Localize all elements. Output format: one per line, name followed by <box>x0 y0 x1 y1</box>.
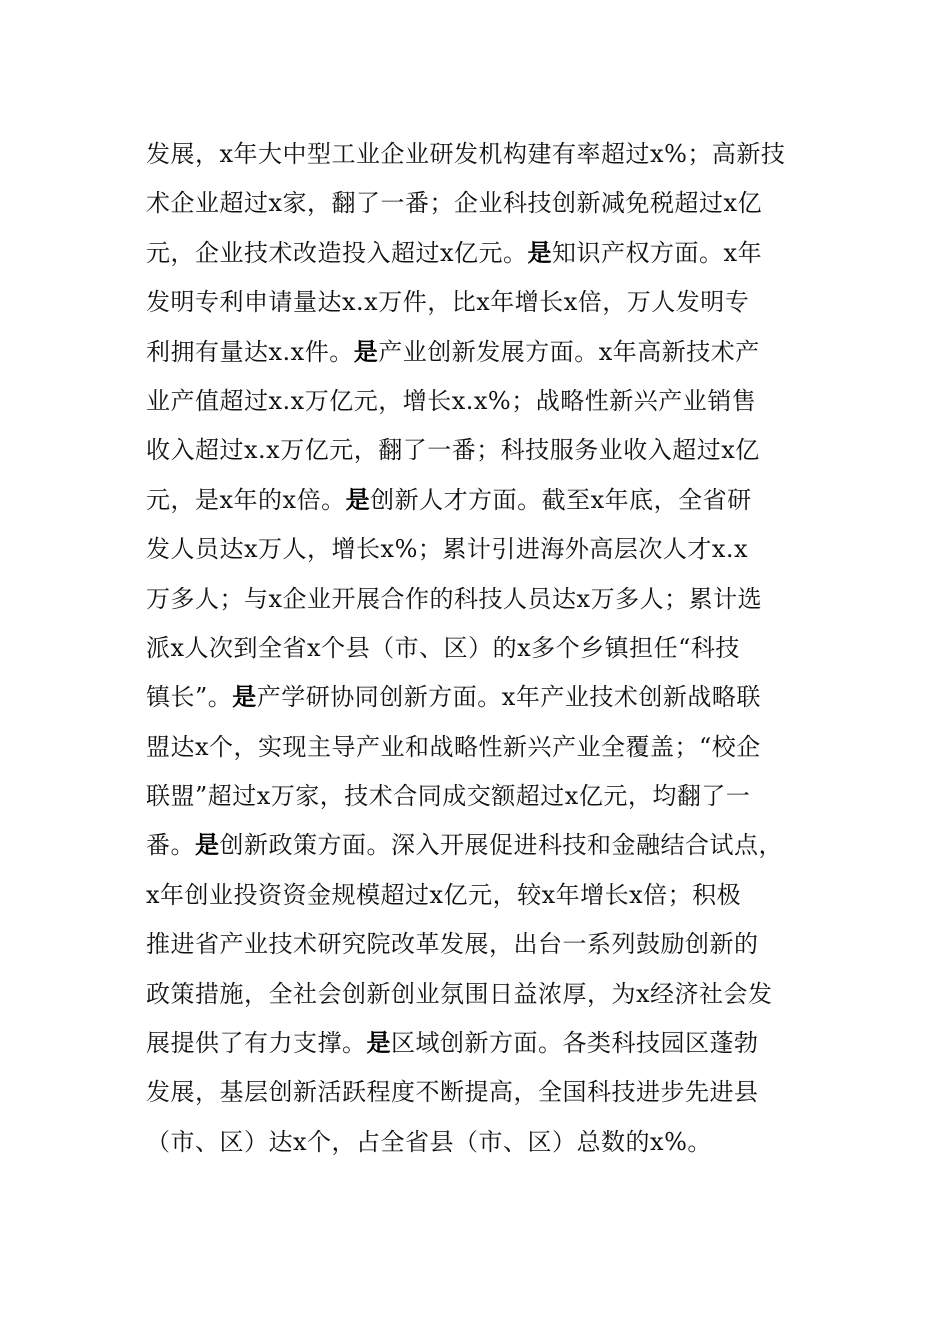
text-line: 利拥有量达x.x件。是产业创新发展方面。x年高新技术产 <box>146 337 760 366</box>
text-line: 发展，基层创新活跃程度不断提高，全国科技进步先进县 <box>146 1078 759 1107</box>
text-line: 盟达x个，实现主导产业和战略性新兴产业全覆盖；“校企 <box>146 732 761 761</box>
section-lead: 是 <box>345 485 371 514</box>
text-line: 番。是创新政策方面。深入开展促进科技和金融结合试点， <box>146 831 783 860</box>
text-line: 镇长”。是产学研协同创新方面。x年产业技术创新战略联 <box>146 683 761 712</box>
text-line: 派x人次到全省x个县（市、区）的x多个乡镇担任“科技 <box>146 633 740 662</box>
section-lead: 是 <box>353 337 379 366</box>
text-line: 联盟”超过x万家，技术合同成交额超过x亿元，均翻了一 <box>146 782 751 811</box>
text-line: 收入超过x.x万亿元，翻了一番；科技服务业收入超过x亿 <box>146 436 760 465</box>
text-line: （市、区）达x个，占全省县（市、区）总数的x%。 <box>146 1127 712 1156</box>
text-line: 推进省产业技术研究院改革发展，出台一系列鼓励创新的 <box>146 930 759 959</box>
text-line: 发人员达x万人，增长x%；累计引进海外高层次人才x.x <box>146 535 749 564</box>
section-lead: 是 <box>232 683 257 712</box>
text-line: 展提供了有力支撑。是区域创新方面。各类科技园区蓬勃 <box>146 1029 759 1058</box>
section-lead: 是 <box>195 831 220 860</box>
body-paragraph <box>146 130 816 1167</box>
text-line: 元，是x年的x倍。是创新人才方面。截至x年底，全省研 <box>146 485 752 514</box>
text-line: 万多人；与x企业开展合作的科技人员达x万多人；累计选 <box>146 584 763 613</box>
text-line: 术企业超过x家，翻了一番；企业科技创新减免税超过x亿 <box>146 189 763 218</box>
text-line: 发展，x年大中型工业企业研发机构建有率超过x%；高新技 <box>146 140 786 168</box>
text-line: 发明专利申请量达x.x万件，比x年增长x倍，万人发明专 <box>146 288 750 317</box>
text-line: x年创业投资资金规模超过x亿元，较x年增长x倍；积极 <box>146 880 742 909</box>
text-line: 政策措施，全社会创新创业氛围日益浓厚，为x经济社会发 <box>146 979 773 1008</box>
text-line: 元，企业技术改造投入超过x亿元。是知识产权方面。x年 <box>146 238 763 267</box>
section-lead: 是 <box>527 238 553 267</box>
text-line: 业产值超过x.x万亿元，增长x.x%；战略性新兴产业销售 <box>146 386 757 415</box>
section-lead: 是 <box>366 1029 391 1058</box>
